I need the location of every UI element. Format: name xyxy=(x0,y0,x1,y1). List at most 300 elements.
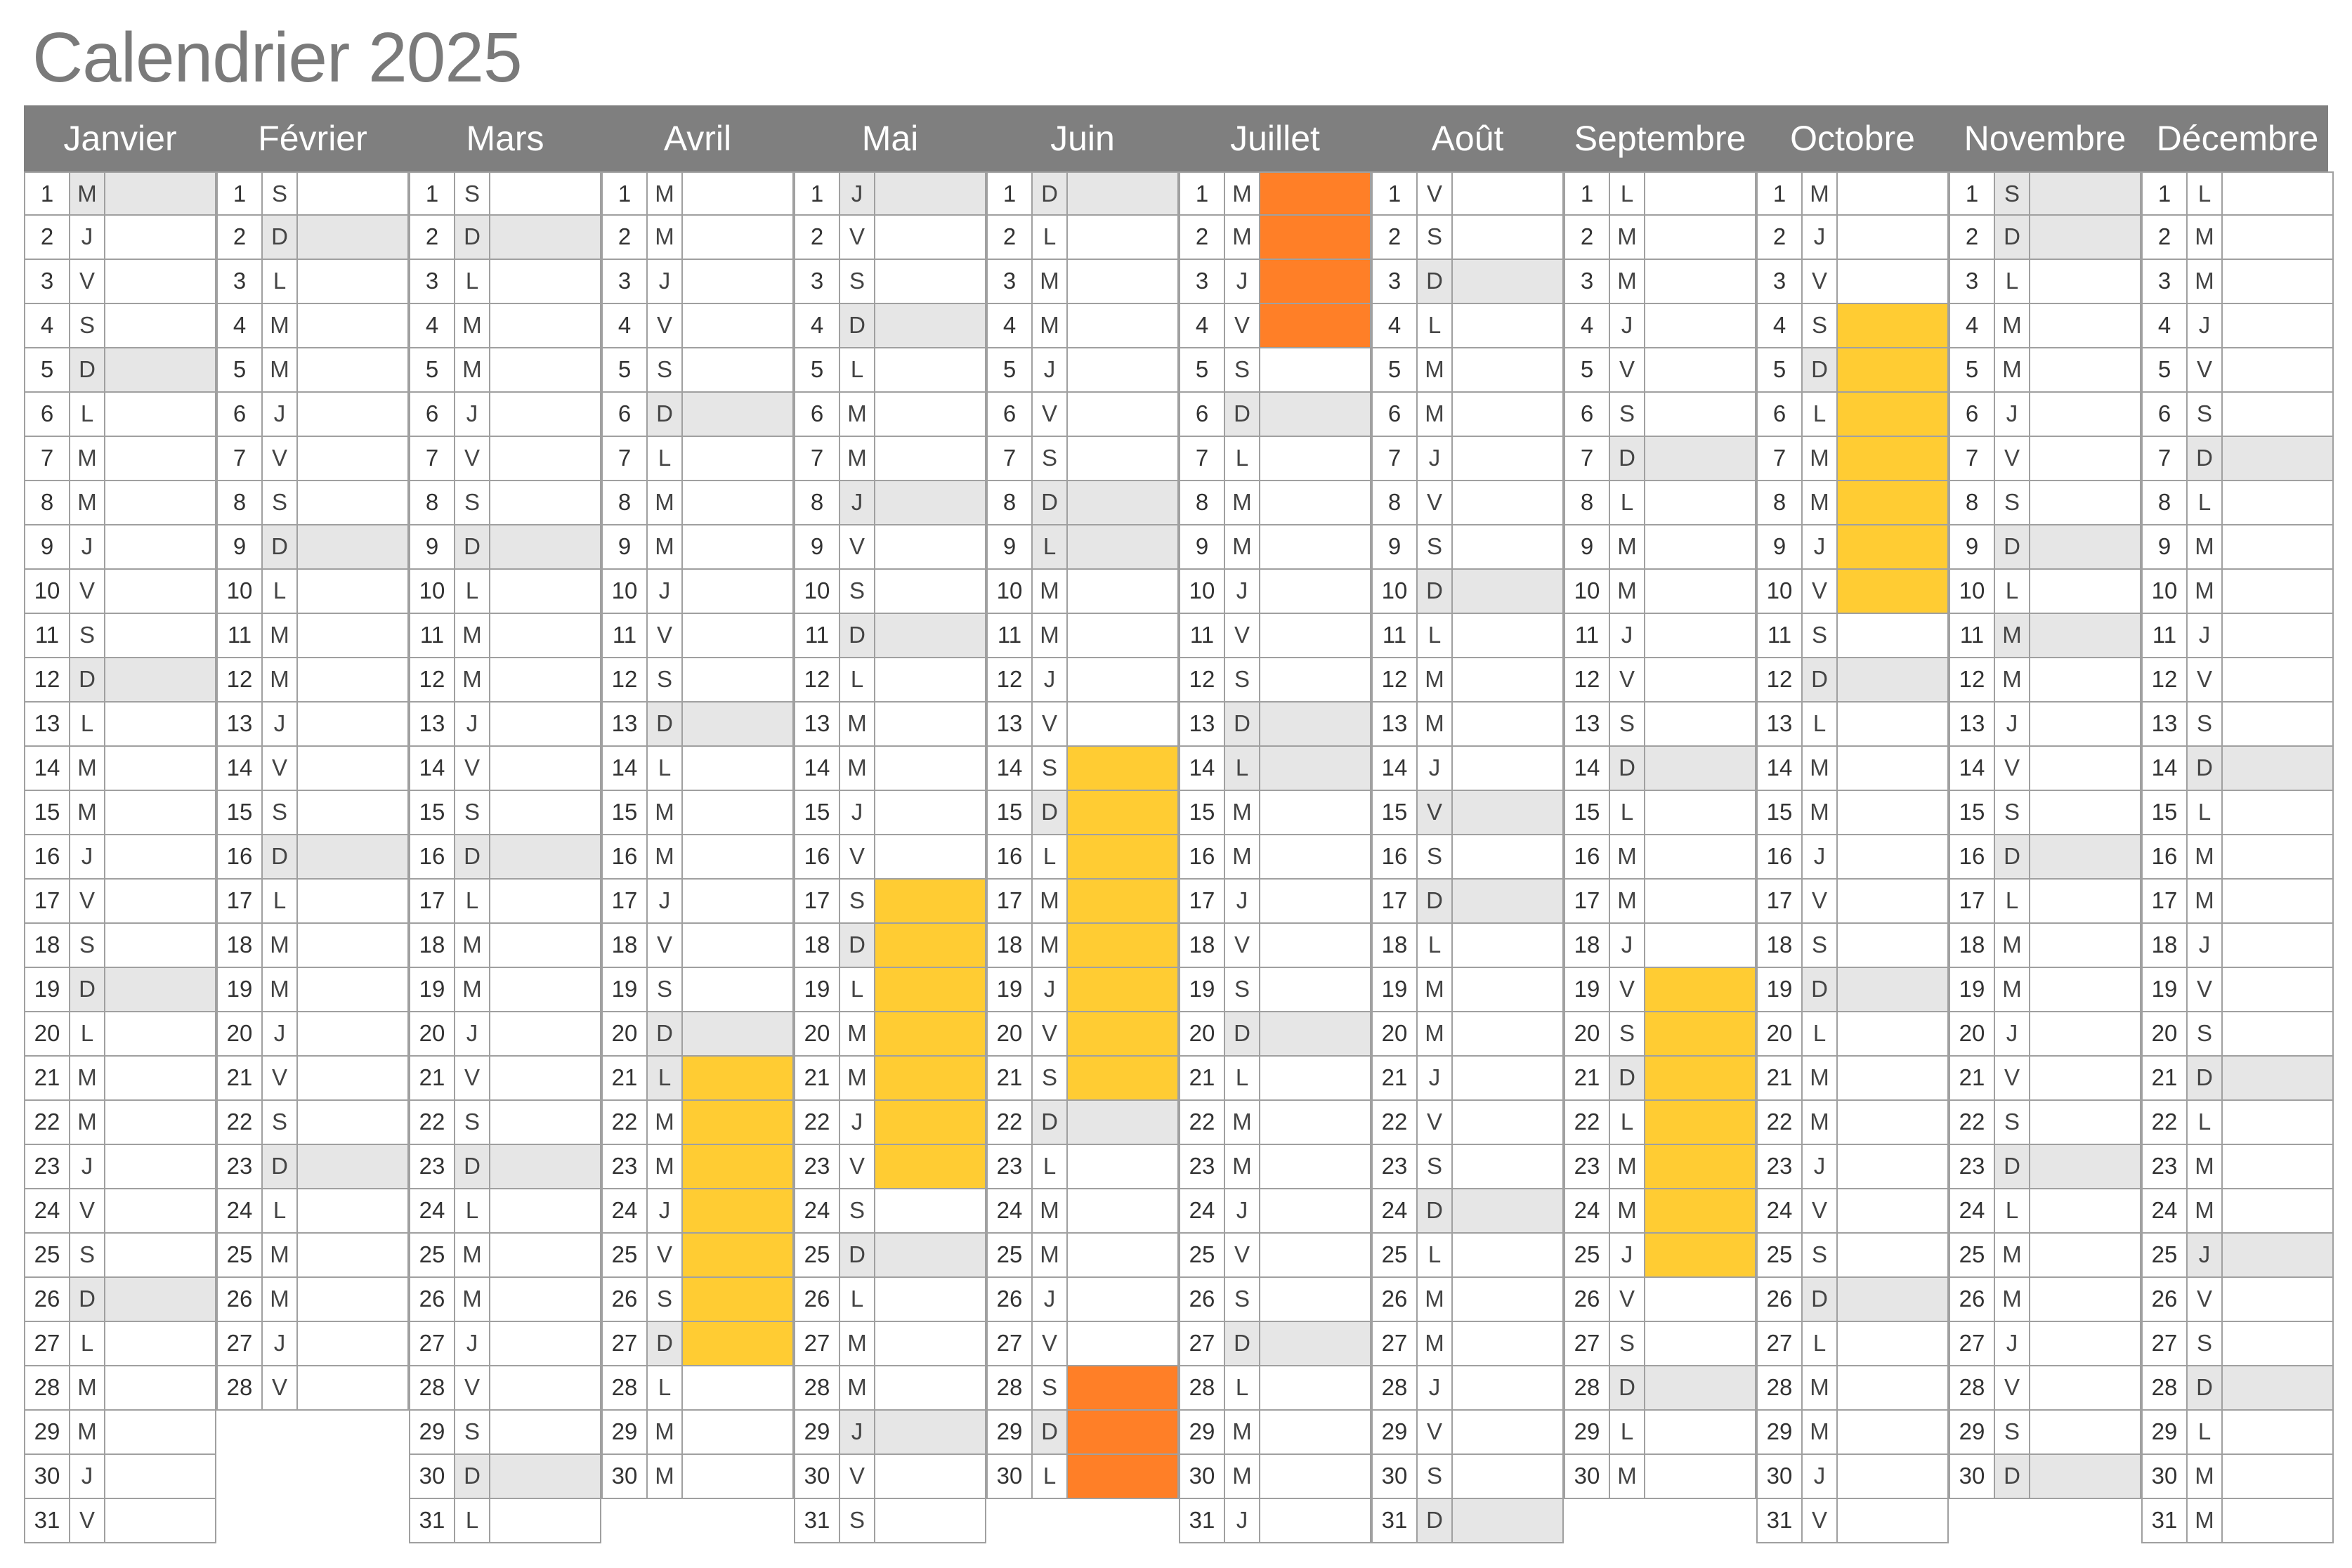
weekday-letter: M xyxy=(1609,880,1645,922)
day-note-cell xyxy=(298,1012,407,1055)
weekday-letter: S xyxy=(69,1234,105,1276)
day-note-cell xyxy=(1453,1366,1562,1409)
day-row xyxy=(601,968,794,1012)
day-number: 12 xyxy=(419,666,445,692)
day-note-cell xyxy=(1838,703,1947,745)
weekday-letter: V xyxy=(1224,614,1260,657)
day-note-cell xyxy=(490,1057,600,1099)
day-note-cell xyxy=(1260,703,1370,745)
weekday-letter: D xyxy=(454,216,490,259)
day-note-cell xyxy=(1260,216,1370,259)
day-note-cell xyxy=(2223,1455,2332,1498)
weekday-letter: J xyxy=(1609,924,1645,967)
day-number: 28 xyxy=(1766,1374,1793,1400)
day-number: 15 xyxy=(226,799,253,825)
day-row xyxy=(1179,348,1371,393)
day-number: 16 xyxy=(419,843,445,869)
day-note-cell xyxy=(1453,1012,1562,1055)
day-number: 3 xyxy=(2157,268,2171,294)
day-row xyxy=(986,1057,1179,1101)
day-number: 23 xyxy=(1189,1153,1215,1179)
day-note-cell xyxy=(2030,1278,2140,1321)
weekday-letter: L xyxy=(454,260,490,303)
day-number: 10 xyxy=(1381,577,1408,603)
day-row xyxy=(601,1411,794,1455)
day-note-cell xyxy=(105,747,215,790)
day-number: 7 xyxy=(425,445,439,471)
weekday-letter: J xyxy=(646,1189,683,1232)
day-note-cell xyxy=(875,1057,985,1099)
day-note-cell xyxy=(2223,614,2332,657)
day-number: 7 xyxy=(1002,445,1017,471)
weekday-letter: V xyxy=(1609,1278,1645,1321)
month-column xyxy=(409,171,601,1543)
month-column xyxy=(24,171,216,1543)
day-number: 21 xyxy=(226,1064,253,1090)
day-number: 28 xyxy=(1381,1374,1408,1400)
day-row xyxy=(2141,924,2334,968)
day-row xyxy=(1179,437,1371,481)
weekday-letter: M xyxy=(1801,1057,1838,1099)
weekday-letter: D xyxy=(839,304,875,347)
weekday-letter: L xyxy=(1609,1411,1645,1453)
day-number: 1 xyxy=(1965,181,1979,207)
day-row xyxy=(1564,924,1756,968)
day-row xyxy=(2141,880,2334,924)
day-number: 11 xyxy=(1574,622,1600,648)
day-row xyxy=(409,437,601,481)
day-note-cell xyxy=(1838,216,1947,259)
day-number: 27 xyxy=(1189,1330,1215,1356)
day-row xyxy=(986,1278,1179,1322)
day-number: 1 xyxy=(1772,181,1786,207)
day-note-cell xyxy=(298,216,407,259)
day-note-cell xyxy=(2223,1101,2332,1144)
weekday-letter: V xyxy=(1801,570,1838,613)
day-row xyxy=(794,1499,986,1543)
day-row xyxy=(1564,791,1756,835)
day-row xyxy=(216,393,409,437)
weekday-letter: M xyxy=(1224,173,1260,214)
weekday-letter: M xyxy=(2186,216,2223,259)
day-note-cell xyxy=(1068,437,1177,480)
day-number: 13 xyxy=(2151,710,2178,736)
day-row xyxy=(1756,1012,1949,1057)
weekday-letter: V xyxy=(1801,1189,1838,1232)
day-number: 15 xyxy=(419,799,445,825)
day-note-cell xyxy=(683,703,792,745)
day-note-cell xyxy=(1645,393,1755,436)
day-row xyxy=(1179,1101,1371,1145)
day-note-cell xyxy=(683,614,792,657)
day-note-cell xyxy=(875,173,985,214)
day-note-cell xyxy=(683,1145,792,1188)
day-number: 18 xyxy=(804,932,830,958)
day-number: 31 xyxy=(1381,1507,1408,1533)
day-number: 30 xyxy=(1574,1463,1600,1489)
day-row xyxy=(2141,570,2334,614)
day-note-cell xyxy=(105,1455,215,1498)
weekday-letter: J xyxy=(69,835,105,878)
day-number: 27 xyxy=(611,1330,638,1356)
day-number: 27 xyxy=(1766,1330,1793,1356)
day-row xyxy=(1371,703,1564,747)
day-note-cell xyxy=(298,924,407,967)
day-note-cell xyxy=(490,173,600,214)
weekday-letter: S xyxy=(69,304,105,347)
day-number: 7 xyxy=(1580,445,1594,471)
day-row xyxy=(1564,525,1756,570)
weekday-letter: V xyxy=(69,260,105,303)
weekday-letter: D xyxy=(839,924,875,967)
day-note-cell xyxy=(1260,304,1370,347)
day-row xyxy=(1756,1411,1949,1455)
day-note-cell xyxy=(298,348,407,391)
weekday-letter: J xyxy=(1224,260,1260,303)
day-row xyxy=(216,437,409,481)
day-note-cell xyxy=(683,304,792,347)
day-row xyxy=(1564,304,1756,348)
day-note-cell xyxy=(2223,570,2332,613)
day-number: 21 xyxy=(996,1064,1023,1090)
day-note-cell xyxy=(875,1499,985,1542)
weekday-letter: M xyxy=(1801,1101,1838,1144)
weekday-letter: V xyxy=(839,525,875,568)
day-note-cell xyxy=(2223,703,2332,745)
day-note-cell xyxy=(683,1189,792,1232)
month-column xyxy=(1949,171,2141,1499)
day-note-cell xyxy=(1645,348,1755,391)
day-row xyxy=(1371,924,1564,968)
weekday-letter: M xyxy=(1801,791,1838,834)
day-number: 5 xyxy=(810,356,824,382)
day-number: 7 xyxy=(1772,445,1786,471)
day-number: 30 xyxy=(1959,1463,1985,1489)
day-number: 8 xyxy=(1772,489,1786,515)
day-number: 26 xyxy=(996,1286,1023,1312)
day-row xyxy=(409,1012,601,1057)
day-note-cell xyxy=(1453,1322,1562,1365)
weekday-letter: V xyxy=(1609,968,1645,1011)
day-note-cell xyxy=(298,658,407,701)
day-row xyxy=(1756,525,1949,570)
day-note-cell xyxy=(875,304,985,347)
day-row xyxy=(2141,1499,2334,1543)
day-note-cell xyxy=(1838,1145,1947,1188)
day-note-cell xyxy=(1068,260,1177,303)
day-row xyxy=(1949,260,2141,304)
day-note-cell xyxy=(875,393,985,436)
day-note-cell xyxy=(1260,747,1370,790)
day-number: 27 xyxy=(226,1330,253,1356)
day-number: 15 xyxy=(34,799,60,825)
day-number: 13 xyxy=(1574,710,1600,736)
weekday-letter: M xyxy=(1224,481,1260,524)
day-note-cell xyxy=(1260,1012,1370,1055)
day-note-cell xyxy=(1068,1234,1177,1276)
day-note-cell xyxy=(2030,1189,2140,1232)
day-number: 18 xyxy=(1959,932,1985,958)
day-number: 24 xyxy=(1766,1197,1793,1223)
day-note-cell xyxy=(105,393,215,436)
weekday-letter: M xyxy=(1994,1234,2030,1276)
day-note-cell xyxy=(1260,968,1370,1011)
weekday-letter: M xyxy=(69,173,105,214)
weekday-letter: J xyxy=(646,260,683,303)
day-row xyxy=(1564,570,1756,614)
day-row xyxy=(1179,968,1371,1012)
day-note-cell xyxy=(1260,880,1370,922)
day-number: 31 xyxy=(1766,1507,1793,1533)
day-number: 12 xyxy=(611,666,638,692)
month-name: Mars xyxy=(466,119,544,158)
day-row xyxy=(1756,747,1949,791)
weekday-letter: M xyxy=(454,614,490,657)
day-number: 2 xyxy=(40,223,54,249)
weekday-letter: M xyxy=(646,791,683,834)
day-note-cell xyxy=(490,216,600,259)
day-note-cell xyxy=(1260,1411,1370,1453)
weekday-letter: S xyxy=(261,481,298,524)
day-note-cell xyxy=(105,1499,215,1542)
weekday-letter: M xyxy=(1609,216,1645,259)
day-number: 14 xyxy=(34,754,60,780)
day-number: 23 xyxy=(34,1153,60,1179)
day-row xyxy=(794,835,986,880)
day-note-cell xyxy=(490,570,600,613)
weekday-letter: L xyxy=(1224,1057,1260,1099)
weekday-letter: S xyxy=(1416,835,1453,878)
day-number: 2 xyxy=(810,223,824,249)
day-number: 25 xyxy=(1381,1241,1408,1267)
day-number: 21 xyxy=(611,1064,638,1090)
day-note-cell xyxy=(1645,968,1755,1011)
weekday-letter: D xyxy=(1416,1189,1453,1232)
day-number: 2 xyxy=(1002,223,1017,249)
day-number: 17 xyxy=(611,887,638,913)
weekday-letter: J xyxy=(454,393,490,436)
day-row xyxy=(601,260,794,304)
day-note-cell xyxy=(490,1145,600,1188)
day-row xyxy=(1949,1189,2141,1234)
weekday-letter: V xyxy=(261,1366,298,1409)
day-note-cell xyxy=(105,968,215,1011)
day-number: 1 xyxy=(425,181,439,207)
day-row xyxy=(794,703,986,747)
day-row xyxy=(1949,1234,2141,1278)
month-name: Septembre xyxy=(1574,119,1746,158)
weekday-letter: D xyxy=(1416,1499,1453,1542)
day-note-cell xyxy=(2223,747,2332,790)
day-note-cell xyxy=(105,1278,215,1321)
day-note-cell xyxy=(2030,393,2140,436)
day-note-cell xyxy=(1645,924,1755,967)
day-note-cell xyxy=(105,1057,215,1099)
day-number: 11 xyxy=(1382,622,1407,648)
weekday-letter: D xyxy=(646,703,683,745)
weekday-letter: M xyxy=(2186,525,2223,568)
day-row xyxy=(1949,791,2141,835)
day-row xyxy=(1371,835,1564,880)
day-row xyxy=(1756,481,1949,525)
day-number: 9 xyxy=(1002,533,1017,559)
day-number: 22 xyxy=(1574,1109,1600,1135)
day-note-cell xyxy=(2030,437,2140,480)
day-note-cell xyxy=(683,481,792,524)
weekday-letter: L xyxy=(2186,481,2223,524)
day-note-cell xyxy=(490,614,600,657)
day-note-cell xyxy=(1260,173,1370,214)
day-note-cell xyxy=(1838,791,1947,834)
day-row xyxy=(986,393,1179,437)
day-note-cell xyxy=(2030,1012,2140,1055)
weekday-letter: M xyxy=(1031,924,1068,967)
day-row xyxy=(986,703,1179,747)
day-number: 23 xyxy=(1381,1153,1408,1179)
weekday-letter: M xyxy=(1801,437,1838,480)
weekday-letter: D xyxy=(1609,1366,1645,1409)
day-note-cell xyxy=(1260,614,1370,657)
day-note-cell xyxy=(1453,1234,1562,1276)
day-row xyxy=(1371,348,1564,393)
weekday-letter: L xyxy=(839,968,875,1011)
day-note-cell xyxy=(298,614,407,657)
day-note-cell xyxy=(2223,968,2332,1011)
weekday-letter: J xyxy=(646,880,683,922)
day-number: 30 xyxy=(419,1463,445,1489)
page-title: Calendrier 2025 xyxy=(32,18,522,97)
weekday-letter: M xyxy=(839,393,875,436)
day-note-cell xyxy=(1838,658,1947,701)
day-note-cell xyxy=(875,658,985,701)
day-note-cell xyxy=(2030,173,2140,214)
day-row xyxy=(601,1234,794,1278)
day-number: 7 xyxy=(233,445,247,471)
day-row xyxy=(2141,1012,2334,1057)
weekday-letter: M xyxy=(261,658,298,701)
day-row xyxy=(1179,791,1371,835)
day-number: 29 xyxy=(34,1418,60,1444)
day-note-cell xyxy=(2030,791,2140,834)
day-number: 29 xyxy=(419,1418,445,1444)
day-note-cell xyxy=(1260,791,1370,834)
day-note-cell xyxy=(875,747,985,790)
day-note-cell xyxy=(298,173,407,214)
day-note-cell xyxy=(105,570,215,613)
day-row xyxy=(2141,1322,2334,1366)
weekday-letter: D xyxy=(1801,658,1838,701)
day-note-cell xyxy=(1645,835,1755,878)
day-note-cell xyxy=(1645,1411,1755,1453)
day-note-cell xyxy=(1838,747,1947,790)
day-row xyxy=(24,437,216,481)
day-note-cell xyxy=(298,1145,407,1188)
day-number: 17 xyxy=(1189,887,1215,913)
month-name: Mai xyxy=(861,119,919,158)
day-number: 6 xyxy=(810,400,824,426)
weekday-letter: V xyxy=(1416,1411,1453,1453)
day-row xyxy=(601,171,794,216)
day-note-cell xyxy=(1068,1411,1177,1453)
weekday-letter: M xyxy=(2186,1145,2223,1188)
day-number: 6 xyxy=(1580,400,1594,426)
day-note-cell xyxy=(683,1278,792,1321)
day-number: 1 xyxy=(1002,181,1017,207)
weekday-letter: M xyxy=(1031,570,1068,613)
day-row xyxy=(1949,481,2141,525)
day-row xyxy=(986,658,1179,703)
day-number: 23 xyxy=(419,1153,445,1179)
day-number: 12 xyxy=(1381,666,1408,692)
day-note-cell xyxy=(1260,348,1370,391)
weekday-letter: V xyxy=(646,1234,683,1276)
day-note-cell xyxy=(298,1366,407,1409)
day-number: 16 xyxy=(804,843,830,869)
day-row xyxy=(216,791,409,835)
weekday-letter: L xyxy=(1801,1012,1838,1055)
day-row xyxy=(1179,747,1371,791)
day-number: 14 xyxy=(1766,754,1793,780)
day-note-cell xyxy=(1645,570,1755,613)
day-note-cell xyxy=(1068,1189,1177,1232)
weekday-letter: L xyxy=(261,260,298,303)
day-number: 5 xyxy=(233,356,247,382)
day-note-cell xyxy=(298,835,407,878)
weekday-letter: M xyxy=(646,1145,683,1188)
day-number: 9 xyxy=(1580,533,1594,559)
day-row xyxy=(794,1012,986,1057)
day-row xyxy=(1756,835,1949,880)
day-row xyxy=(794,437,986,481)
day-number: 16 xyxy=(226,843,253,869)
day-row xyxy=(986,525,1179,570)
weekday-letter: V xyxy=(646,924,683,967)
day-note-cell xyxy=(1068,703,1177,745)
weekday-letter: M xyxy=(839,1366,875,1409)
day-number: 13 xyxy=(1381,710,1408,736)
day-row xyxy=(409,260,601,304)
day-row xyxy=(1564,835,1756,880)
day-row xyxy=(794,658,986,703)
day-row xyxy=(1949,924,2141,968)
day-number: 10 xyxy=(996,577,1023,603)
weekday-letter: D xyxy=(1994,216,2030,259)
weekday-letter: J xyxy=(1801,1455,1838,1498)
day-row xyxy=(1564,1278,1756,1322)
weekday-letter: M xyxy=(1031,880,1068,922)
day-note-cell xyxy=(1260,1145,1370,1188)
day-note-cell xyxy=(1838,1322,1947,1365)
weekday-letter: J xyxy=(261,1322,298,1365)
day-number: 23 xyxy=(226,1153,253,1179)
day-row xyxy=(794,1411,986,1455)
day-number: 3 xyxy=(1195,268,1209,294)
day-number: 21 xyxy=(804,1064,830,1090)
weekday-letter: M xyxy=(454,304,490,347)
day-number: 21 xyxy=(1189,1064,1215,1090)
day-note-cell xyxy=(683,1101,792,1144)
weekday-letter: V xyxy=(1994,747,2030,790)
day-row xyxy=(794,880,986,924)
day-number: 25 xyxy=(996,1241,1023,1267)
day-row xyxy=(24,1145,216,1189)
weekday-letter: V xyxy=(1609,658,1645,701)
day-row xyxy=(601,570,794,614)
day-note-cell xyxy=(298,1101,407,1144)
day-row xyxy=(601,525,794,570)
day-row xyxy=(1371,1145,1564,1189)
day-row xyxy=(1949,703,2141,747)
